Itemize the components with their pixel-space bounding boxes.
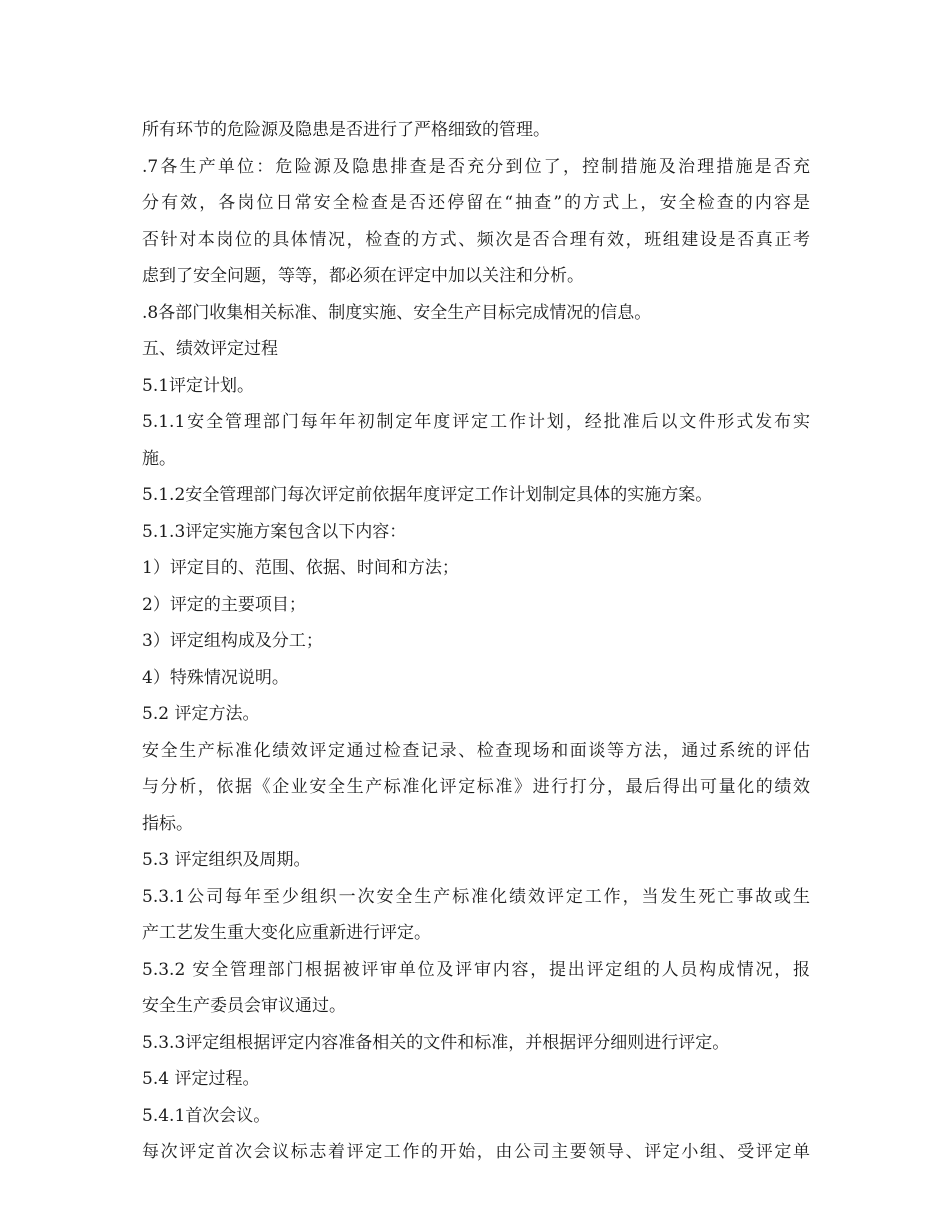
text-line: 指标。 <box>142 813 193 834</box>
subsection-heading: 5.3 评定组织及周期。 <box>142 850 311 870</box>
subsection-heading: 5.4.1首次会议。 <box>142 1105 271 1126</box>
text-line: 产工艺发生重大变化应重新进行评定。 <box>142 923 431 943</box>
text-line: 安全生产委员会审议通过。 <box>142 996 346 1016</box>
text-line: 所有环节的危险源及隐患是否进行了严格细致的管理。 <box>142 120 550 140</box>
text-line: 施。 <box>142 448 176 469</box>
text-line: 5.1.3评定实施方案包含以下内容： <box>142 521 407 542</box>
subsection-heading: 5.4 评定过程。 <box>142 1069 260 1089</box>
list-item: 2）评定的主要项目； <box>142 594 306 615</box>
list-item: 1）评定目的、范围、依据、时间和方法； <box>142 558 459 578</box>
text-line: 5.1.2安全管理部门每次评定前依据年度评定工作计划制定具体的实施方案。 <box>142 485 713 505</box>
text-line: .7各生产单位：危险源及隐患排查是否充分到位了，控制措施及治理措施是否充 <box>142 156 810 177</box>
list-item: 3）评定组构成及分工； <box>142 631 323 651</box>
text-line: 安全生产标准化绩效评定通过检查记录、检查现场和面谈等方法，通过系统的评估 <box>142 740 810 761</box>
text-line: 否针对本岗位的具体情况，检查的方式、频次是否合理有效，班组建设是否真正考 <box>142 229 810 250</box>
text-line: 每次评定首次会议标志着评定工作的开始，由公司主要领导、评定小组、受评定单 <box>142 1142 810 1162</box>
text-line: 5.1.1安全管理部门每年年初制定年度评定工作计划，经批准后以文件形式发布实 <box>142 412 810 432</box>
text-line: 5.3.1公司每年至少组织一次安全生产标准化绩效评定工作，当发生死亡事故或生 <box>142 886 810 907</box>
text-line: 虑到了安全问题，等等，都必须在评定中加以关注和分析。 <box>142 266 584 286</box>
document-body <box>142 112 810 1171</box>
list-item: 4）特殊情况说明。 <box>142 667 289 688</box>
text-line: 5.3.2 安全管理部门根据被评审单位及评审内容，提出评定组的人员构成情况，报 <box>142 959 810 980</box>
text-line: .8各部门收集相关标准、制度实施、安全生产目标完成情况的信息。 <box>142 302 652 323</box>
subsection-heading: 5.1评定计划。 <box>142 375 255 396</box>
text-line: 与分析，依据《企业安全生产标准化评定标准》进行打分，最后得出可量化的绩效 <box>142 777 810 797</box>
subsection-heading: 5.2 评定方法。 <box>142 704 260 724</box>
text-line: 分有效，各岗位日常安全检查是否还停留在“抽查”的方式上，安全检查的内容是 <box>142 193 810 213</box>
section-heading: 五、绩效评定过程 <box>142 339 278 359</box>
text-line: 5.3.3评定组根据评定内容准备相关的文件和标准，并根据评分细则进行评定。 <box>142 1032 730 1053</box>
